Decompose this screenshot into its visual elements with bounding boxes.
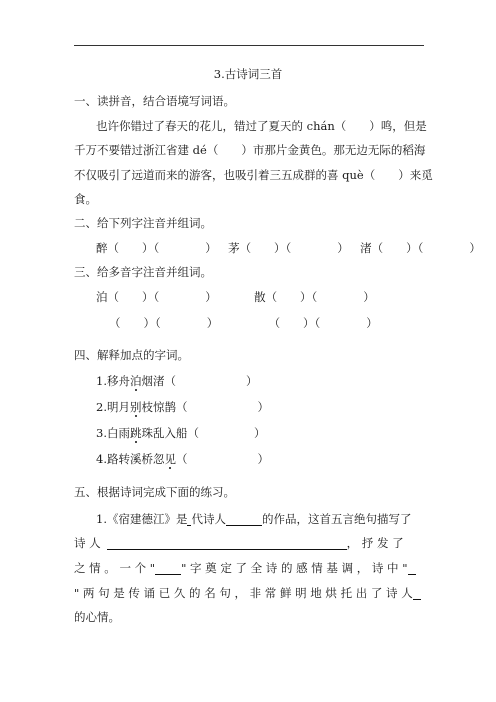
- section-4-heading: 四、解释加点的字词。: [74, 348, 189, 362]
- blank-zhu[interactable]: （ ）（ ）: [371, 241, 481, 255]
- char-mao: 茅: [228, 241, 240, 255]
- famous-lines-blank[interactable]: [408, 562, 416, 575]
- section-1-heading: 一、读拼音，结合语境写词语。: [74, 94, 235, 108]
- answer-blank-3[interactable]: （ ）来觅: [363, 168, 433, 182]
- char-zui: 醉: [96, 241, 108, 255]
- blank-bo-2[interactable]: （ ）（ ）: [109, 316, 219, 330]
- section-1-line-3: 不仅吸引了远道而来的游客，也吸引着三五成群的喜 què（ ）来觅: [74, 168, 433, 182]
- section-3-row-1: [96, 290, 375, 304]
- pinyin-de: dé: [192, 143, 207, 157]
- scene-blank[interactable]: [107, 537, 347, 550]
- section-1-line-2: 千万不要错过浙江省建 dé（ ）市那片金黄色。那无边无际的稻海: [74, 143, 426, 157]
- poet-blank[interactable]: [226, 513, 262, 526]
- section-3-row-2: [109, 316, 378, 330]
- mood-blank[interactable]: [413, 587, 421, 600]
- section-4-item-2: 2.明月别枝惊鹊（ ）: [96, 400, 269, 414]
- blank-san-2[interactable]: （ ）（ ）: [268, 316, 378, 330]
- section-4-item-3: 3.白雨跳珠乱入船（ ）: [96, 426, 266, 440]
- header-rule: [74, 45, 424, 46]
- blank-bo-1[interactable]: （ ）（ ）: [107, 290, 217, 304]
- answer-blank-1[interactable]: （ ）鸣，但是: [334, 119, 427, 133]
- section-3-heading: 三、给多音字注音并组词。: [74, 265, 212, 279]
- blank-san-1[interactable]: （ ）（ ）: [265, 290, 375, 304]
- section-2-heading: 二、给下列字注音并组词。: [74, 216, 212, 230]
- section-5-line-4: " 两 句 是 传 诵 已 久 的 名 句 ， 非 常 鲜 明 地 烘 托 出 了 诗 人: [74, 586, 421, 600]
- blank-mao[interactable]: （ ）（ ）: [239, 241, 349, 255]
- dotted-char: 别: [129, 400, 142, 414]
- section-5-line-3: 之 情 。 一 个 " " 字 奠 定 了 全 诗 的 感 情 基 调 ， 诗 中 ": [74, 561, 416, 575]
- page-title: 3.古诗词三首: [213, 67, 283, 81]
- section-5-line-1: 1.《宿建德江》是 代诗人 的作品，这首五言绝句描写了: [96, 512, 412, 526]
- char-bo: 泊: [96, 290, 108, 304]
- dotted-char: 泊: [129, 374, 142, 388]
- section-5-line-5: 的心情。: [74, 610, 120, 624]
- pinyin-chan: chán: [306, 119, 335, 133]
- dotted-char: 跳: [129, 426, 142, 440]
- section-4-item-4: 4.路转溪桥忽见（ ）: [96, 452, 269, 466]
- section-5-heading: 五、根据诗词完成下面的练习。: [74, 485, 235, 499]
- blank-zui[interactable]: （ ）（ ）: [107, 241, 217, 255]
- pinyin-que: què: [342, 168, 364, 182]
- section-2-row: [96, 241, 481, 255]
- section-4-item-1: 1.移舟泊烟渚（ ）: [96, 374, 258, 388]
- char-san: 散: [254, 290, 266, 304]
- key-char-blank[interactable]: [155, 562, 181, 575]
- answer-blank-2[interactable]: （ ）市那片金黄色。那无边无际的稻海: [206, 143, 426, 157]
- section-1-line-1: 也许你错过了春天的花儿，错过了夏天的 chán（ ）鸣，但是: [96, 119, 427, 133]
- section-1-line-4: 食。: [74, 192, 97, 206]
- dotted-char: 见: [164, 452, 176, 466]
- char-zhu: 渚: [360, 241, 372, 255]
- section-5-line-2: 诗 人 ， 抒 发 了: [74, 536, 404, 550]
